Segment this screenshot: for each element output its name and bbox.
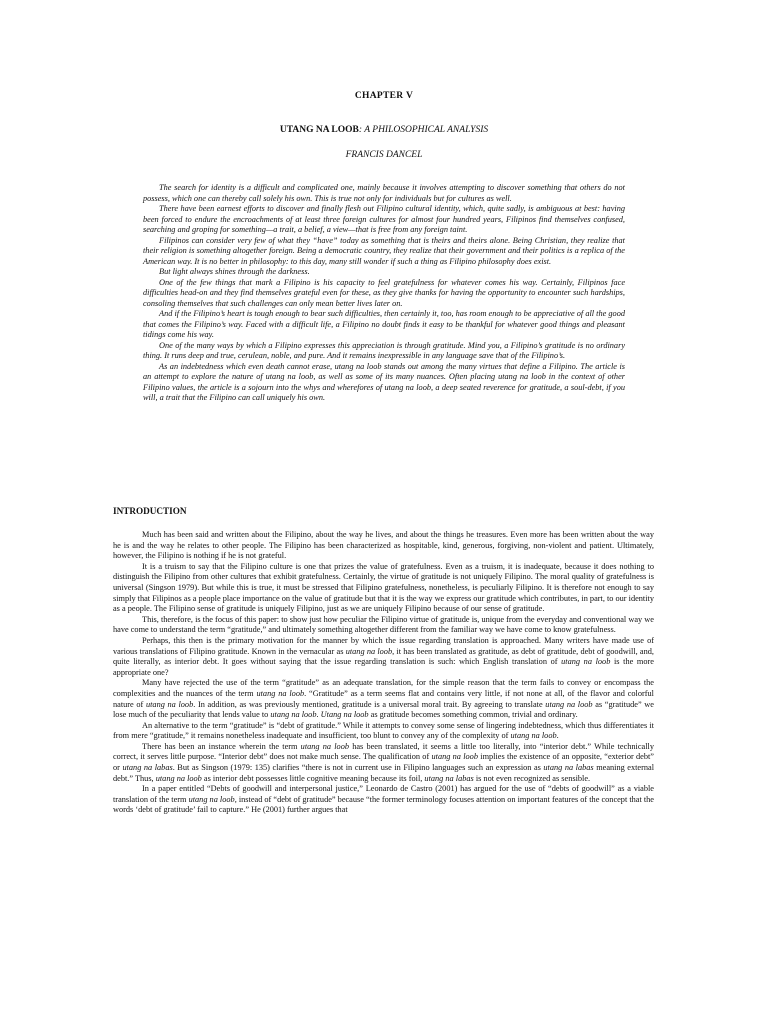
abstract-paragraph: There have been earnest efforts to discover and finally flesh out Filipino cultural identity, which, quite sadly, is ambiguous at best: having been forced to endure the encroachments of at least three foreign cultures for almost four hundred years, Filipinos find themselves confused, searching and groping for something—a trait, a belief, a view—that is free from any foreign taint. [143, 204, 625, 234]
vernacular-term: utang na labas [424, 773, 474, 783]
vernacular-term: utang na loob [256, 688, 305, 698]
vernacular-term: utang na loob [545, 699, 593, 709]
body-paragraph: Much has been said and written about the Filipino, about the way he lives, and about the things he treasures. Even more has been written about the way he is and the way he relates to other people. The Filipino has been characterized as hospitable, kind, generous, forgiving, non-violent and patient. Ultimately, however, the Filipino is nothing if he is not grateful. [113, 530, 654, 561]
chapter-title-main: UTANG NA LOOB [279, 125, 359, 135]
vernacular-term: utang na loob [510, 731, 557, 741]
vernacular-term: utang na loob [270, 710, 317, 720]
body-paragraph: It is a truism to say that the Filipino culture is one that prizes the value of gratefulness. Even as a truism, it is inadequate, because it does nothing to distinguish the Filipino from other cultures that exhibit gratefulness. Certainly, the virtue of gratitude is not uniquely Filipino. The moral quality of gratefulness is universal (Singson 1979). But while this is true, it must be stressed that Filipino gratefulness, nonetheless, is peculiarly Filipino. It is therefore not enough to say simply that Filipinos as a people place importance on the value of gratitude but that it is the way we express our gratitude which contributes, in part, to our identity as a people. The Filipino sense of gratitude is uniquely Filipino, just as we are uniquely Filipino because of our sense of gratitude. [113, 561, 654, 614]
abstract-paragraph: One of the few things that mark a Filipino is his capacity to feel gratefulness for whatever comes his way. Certainly, Filipinos face difficulties head-on and they find themselves grateful even for these, as they give thanks for having the opportunity to encounter such hardships, consoling themselves that such challenges can only mean better lives later on. [143, 277, 625, 308]
vernacular-term: utang na loob [431, 752, 478, 762]
vernacular-term: utang na loob [300, 741, 349, 751]
body-paragraph: Perhaps, this then is the primary motivation for the manner by which the issue regarding translation is approached. Many writers have made use of various translations of Filipino gratitude. Known in the vernacular as utang na loob, it has been translated as gratitude, as debt of gratitude, debt of goodwill, and, quite literally, as interior debt. It goes without saying that the issue regarding translation is such: which English translation of utang na loob is the more appropriate one? [113, 635, 654, 677]
body-paragraph: Many have rejected the use of the term “gratitude” as an adequate translation, for the simple reason that the term fails to convey or encompass the complexities and the nuances of the term utang na loob. “Gratitude” as a term seems flat and contains very little, if not none at all, of the flavor and colorful nature of utang na loob. In addition, as was previously mentioned, gratitude is a universal moral trait. By agreeing to translate utang na loob as “gratitude” we lose much of the peculiarity that lends value to utang na loob. Utang na loob as gratitude becomes something common, trivial and ordinary. [113, 678, 654, 720]
body-paragraph: An alternative to the term “gratitude” is “debt of gratitude.” While it attempts to convey some sense of lingering indebtedness, which thus differentiates it from mere “gratitude,” it remains nonetheless inadequate and insufficient, too blunt to convey any of the complexity of utang na loob. [113, 720, 654, 741]
abstract-paragraph: Filipinos can consider very few of what they “have” today as something that is theirs and theirs alone. Being Christian, they realize that their religion is something altogether foreign. Being a democratic country, they realize that their government and their politics is a replica of the American way. It is no better in philosophy: to this day, many still wonder if such a thing as Filipino philosophy does exist. [143, 235, 625, 266]
vernacular-term: utang na loob [145, 699, 194, 709]
abstract-paragraph: But light always shines through the darkness. [159, 267, 310, 276]
body-text [113, 530, 654, 816]
vernacular-term: utang na labas [543, 763, 594, 773]
author-name: FRANCIS DANCEL [345, 150, 423, 160]
vernacular-term: Utang na loob [320, 710, 369, 720]
abstract-paragraph: As an indebtedness which even death cannot erase, utang na loob stands out among the many virtues that define a Filipino. The article is an attempt to explore the nature of utang na loob, as well as some of its many nuances. Often placing utang na loob in the context of other Filipino values, the article is a sojourn into the whys and wherefores of utang na loob, a deep seated reverence for gratitude, a soul-debt, if you will, a trait that the Filipino can call uniquely his own. [143, 361, 625, 402]
chapter-title-sub: : A PHILOSOPHICAL ANALYSIS [358, 125, 489, 135]
abstract-paragraph: The search for identity is a difficult and complicated one, mainly because it involves attempting to discover something that others do not possess, which one can thereby call solely his own. This is true not only for individuals but for cultures as well. [143, 183, 625, 203]
abstract [143, 183, 625, 404]
vernacular-term: utang na labas [122, 763, 173, 773]
vernacular-term: utang na loob [188, 794, 235, 804]
chapter-title [0, 125, 768, 135]
vernacular-term: utang na loob [345, 646, 393, 656]
vernacular-term: utang na loob [561, 657, 611, 667]
abstract-paragraph: And if the Filipino’s heart is tough enough to bear such difficulties, then certainly it, too, has room enough to be appreciative of all the good that comes the Filipino’s way. Faced with a difficult life, a Filipino no doubt finds it easy to be thankful for whatever good things and pleasant tidings come his way. [143, 309, 625, 339]
abstract-paragraph: One of the many ways by which a Filipino expresses this appreciation is through gratitude. Mind you, a Filipino’s gratitude is no ordinary thing. It runs deep and true, cerulean, noble, and pure. And it remains inexpressible in any language save that of the Filipino’s. [143, 340, 625, 360]
body-paragraph: In a paper entitled “Debts of goodwill and interpersonal justice,” Leonardo de Castro (2001) has argued for the use of “debts of goodwill” as a viable translation of the term utang na loob, instead of “debt of gratitude” because “the former terminology focuses attention on important features of the concept that the words ‘debt of gratitude’ fail to capture.” He (2001) further argues that [113, 784, 654, 815]
chapter-label: CHAPTER V [354, 91, 414, 101]
vernacular-term: utang na loob [155, 773, 202, 783]
section-heading-introduction: INTRODUCTION [113, 506, 187, 516]
body-paragraph: There has been an instance wherein the term utang na loob has been translated, it seems a little too literally, into “interior debt.” While technically correct, it serves little purpose. “Interior debt” does not make much sense. The qualification of utang na loob implies the existence of an opposite, “exterior debt” or utang na labas. But as Singson (1979: 135) clarifies “there is not in current use in Filipino languages such an expression as utang na labas meaning external debt.” Thus, utang na loob as interior debt possesses little cognitive meaning because its foil, utang na labas is not even recognized as sensible. [113, 741, 655, 783]
body-paragraph: This, therefore, is the focus of this paper: to show just how peculiar the Filipino virtue of gratitude is, unique from the everyday and conventional way we have come to understand the term “gratitude,” and ultimately something altogether different from the familiar way we have come to know gratefulness. [113, 614, 654, 635]
